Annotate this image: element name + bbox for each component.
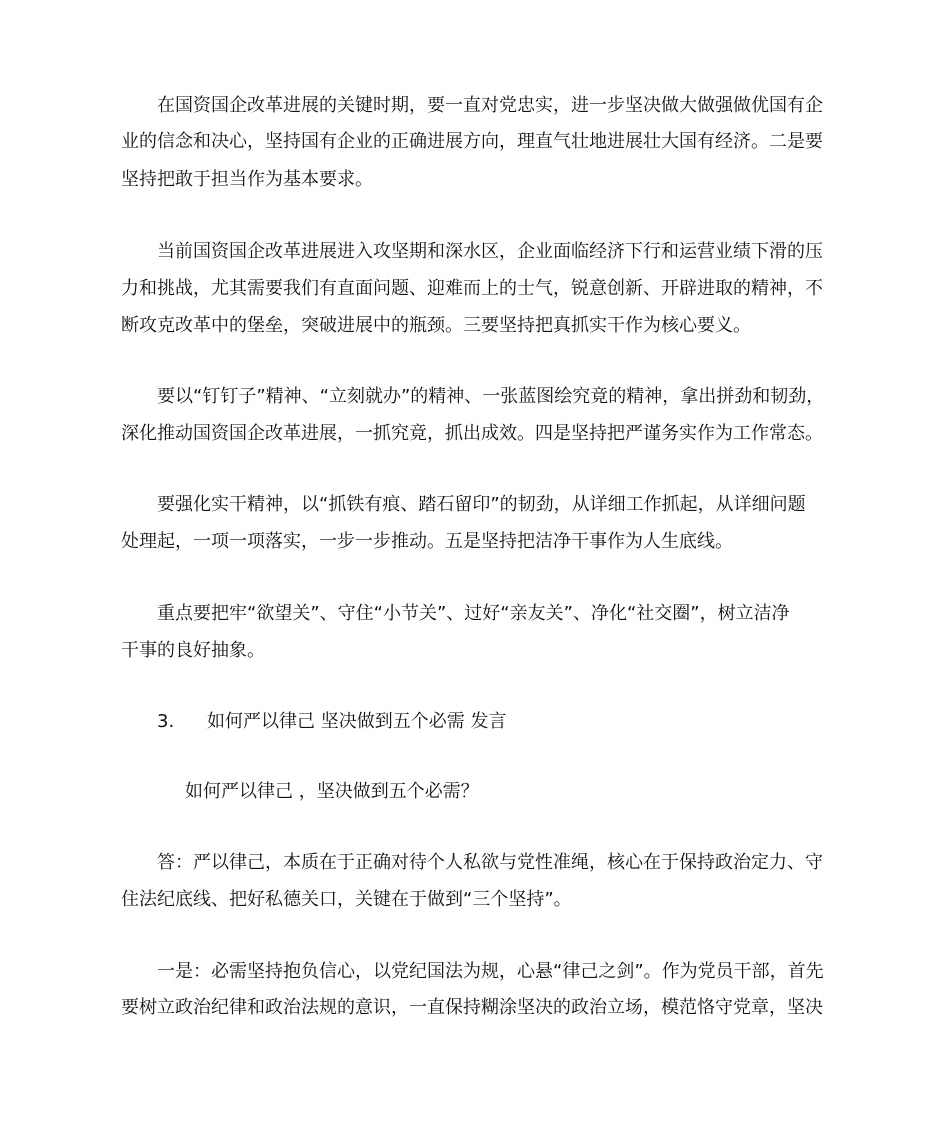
question-line: 如何严以律己 ，坚决做到五个必需？ [185,781,479,802]
paragraph-1-line-2: 业的信念和决心，坚持国有企业的正确进展方向，理直气壮地进展壮大国有经济。二是要 [121,131,823,152]
paragraph-2-line-1: 当前国资国企改革进展进入攻坚期和深水区，企业面临经济下行和运营业绩下滑的压 [157,241,823,262]
paragraph-4-line-1: 要强化实干精神，以“抓铁有痕、踏石留印”的韧劲，从详细工作抓起，从详细问题 [157,494,806,515]
paragraph-4-line-2: 处理起，一项一项落实，一步一步推动。五是坚持把洁净干事作为人生底线。 [121,531,733,552]
paragraph-5-line-2: 干事的良好抽象。 [121,640,265,661]
paragraph-2-line-2: 力和挑战，尤其需要我们有直面问题、迎难而上的士气，锐意创新、开辟进取的精神，不 [121,278,823,299]
answer-2-line-1: 一是：必需坚持抱负信心，以党纪国法为规，心悬“律己之剑”。作为党员干部，首先 [157,961,824,982]
answer-1-line-1: 答：严以律己，本质在于正确对待个人私欲与党性准绳，核心在于保持政治定力、守 [157,852,823,873]
paragraph-3-line-1: 要以“钉钉子”精神、“立刻就办”的精神、一张蓝图绘究竟的精神，拿出拼劲和韧劲， [157,386,825,407]
paragraph-2-line-3: 断攻克改革中的堡垒，突破进展中的瓶颈。三要坚持把真抓实干作为核心要义。 [121,315,751,336]
answer-1-line-2: 住法纪底线、把好私德关口，关键在于做到“三个坚持”。 [121,889,572,910]
paragraph-5-line-1: 重点要把牢“欲望关”、守住“小节关”、过好“亲友关”、净化“社交圈”，树立洁净 [157,603,790,624]
section-number: 3. [157,711,175,732]
paragraph-3-line-2: 深化推动国资国企改革进展，一抓究竟，抓出成效。四是坚持把严谨务实作为工作常态。 [121,423,823,444]
paragraph-1-line-1: 在国资国企改革进展的关键时期，要一直对党忠实，进一步坚决做大做强做优国有企 [157,95,823,116]
answer-2-line-2: 要树立政治纪律和政治法规的意识，一直保持糊涂坚决的政治立场，模范恪守党章，坚决 [121,997,823,1018]
section-heading: 如何严以律己 坚决做到五个必需 发言 [207,711,507,732]
paragraph-1-line-3: 坚持把敢于担当作为基本要求。 [121,169,373,190]
